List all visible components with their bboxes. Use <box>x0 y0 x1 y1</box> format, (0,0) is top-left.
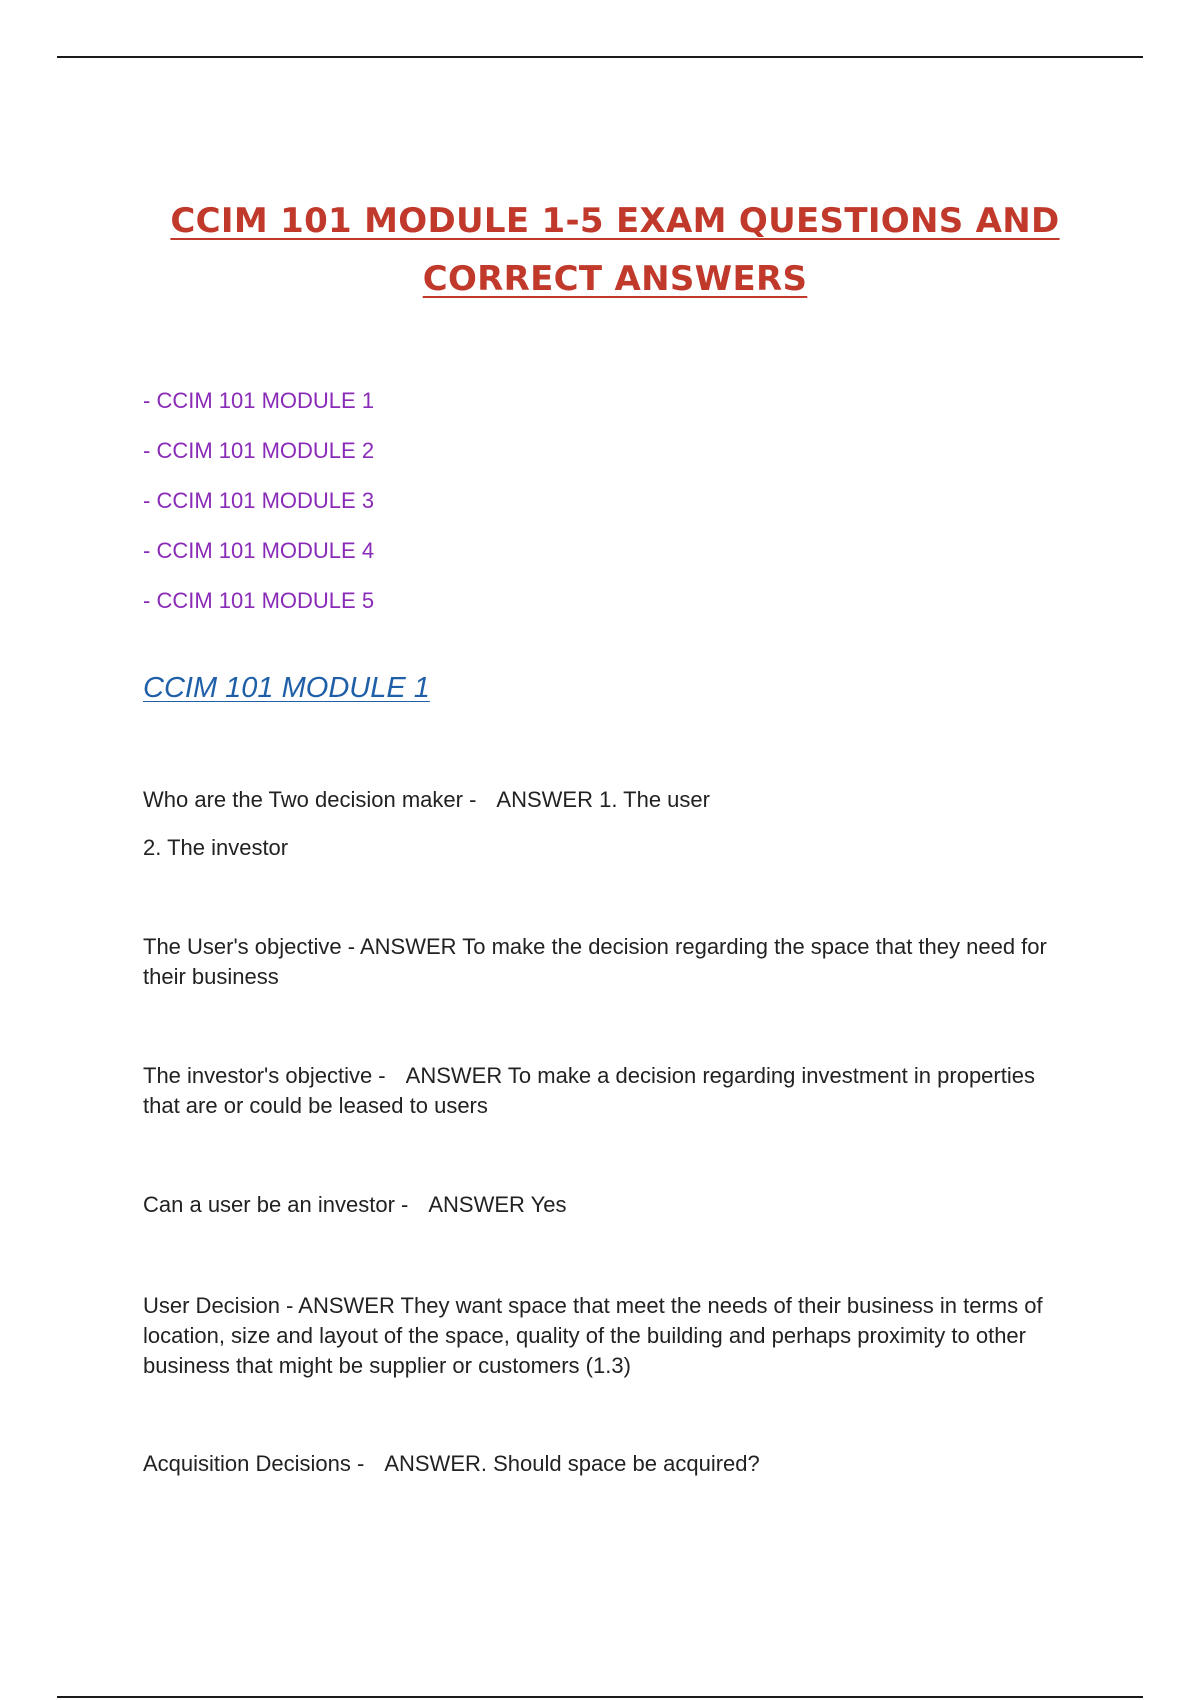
top-rule <box>57 56 1143 58</box>
question-text: Acquisition Decisions - <box>143 1451 365 1476</box>
toc-item-module-5[interactable]: - CCIM 101 MODULE 5 <box>143 588 375 613</box>
answer-continuation: 2. The investor <box>143 835 289 860</box>
answer-text: ANSWER To make the decision regarding the space that they need for their business <box>143 934 1047 989</box>
title-line-2: CORRECT ANSWERS <box>422 259 808 299</box>
answer-text: ANSWER 1. The user <box>496 787 710 812</box>
answer-text: ANSWER. Should space be acquired? <box>384 1451 760 1476</box>
question-text: Who are the Two decision maker - <box>143 787 477 812</box>
qa-item <box>143 1291 1073 1381</box>
toc-item-module-2[interactable]: - CCIM 101 MODULE 2 <box>143 438 375 463</box>
title-line-1: CCIM 101 MODULE 1-5 EXAM QUESTIONS AND <box>170 201 1060 241</box>
question-text: The User's objective - <box>143 934 356 959</box>
qa-item <box>143 1061 1073 1121</box>
document-title <box>0 192 1200 308</box>
toc-item-module-3[interactable]: - CCIM 101 MODULE 3 <box>143 488 375 513</box>
qa-item <box>143 932 1073 992</box>
table-of-contents <box>143 376 374 626</box>
question-text: The investor's objective - <box>143 1063 386 1088</box>
qa-item <box>143 785 1073 863</box>
answer-text: ANSWER Yes <box>428 1192 567 1217</box>
section-heading-module-1: CCIM 101 MODULE 1 <box>143 672 430 704</box>
toc-item-module-1[interactable]: - CCIM 101 MODULE 1 <box>143 388 375 413</box>
question-text: Can a user be an investor - <box>143 1192 409 1217</box>
toc-item-module-4[interactable]: - CCIM 101 MODULE 4 <box>143 538 375 563</box>
answer-text: ANSWER To make a decision regarding investment in properties that are or could be leased to users <box>143 1063 1035 1118</box>
qa-item <box>143 1190 1073 1220</box>
answer-text: ANSWER They want space that meet the needs of their business in terms of location, size and layout of the space, quality of the building and perhaps proximity to other business that might be supplier or customers (1.3) <box>143 1293 1043 1378</box>
qa-item <box>143 1449 1073 1479</box>
bottom-rule <box>57 1696 1143 1698</box>
question-text: User Decision - <box>143 1293 294 1318</box>
